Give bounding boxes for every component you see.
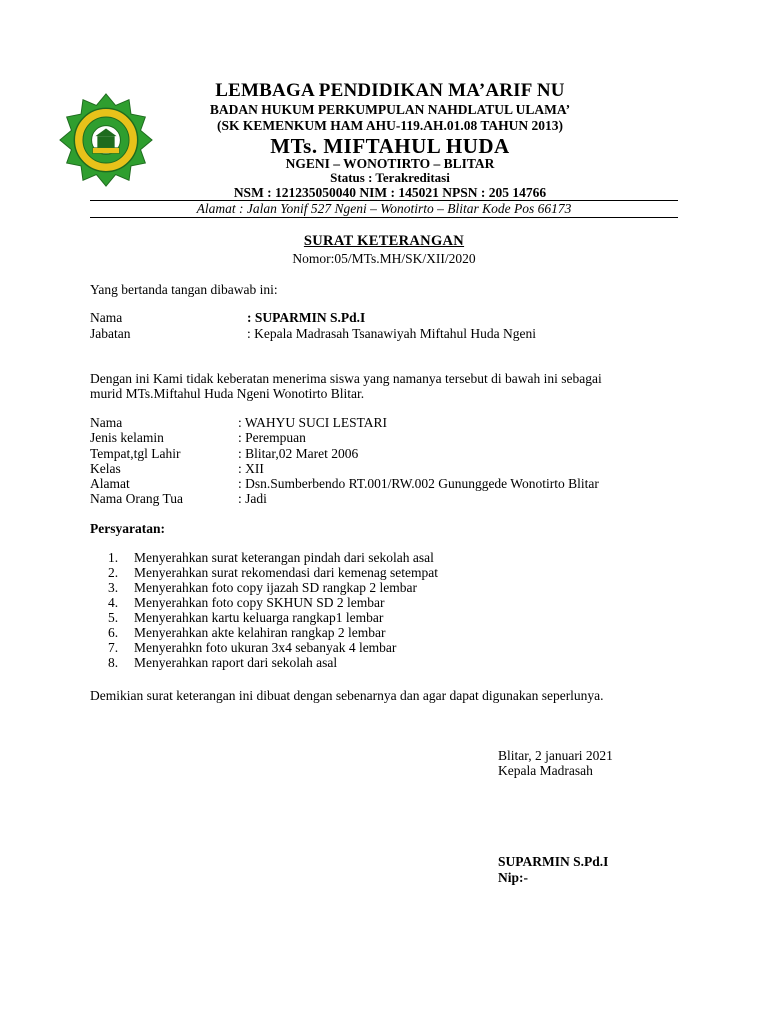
statement-line-1: Dengan ini Kami tidak keberatan menerima siswa yang namanya tersebut di bawah ini sebagai xyxy=(90,371,602,386)
place-date: Blitar, 2 januari 2021 xyxy=(498,748,613,763)
field-label: Tempat,tgl Lahir xyxy=(90,446,181,461)
field-label: Kelas xyxy=(90,461,121,476)
field-value: : Perempuan xyxy=(238,430,306,445)
list-item: 8. Menyerahkan raport dari sekolah asal xyxy=(108,655,338,670)
field-value: : SUPARMIN S.Pd.I xyxy=(247,310,366,325)
field-label: Jenis kelamin xyxy=(90,430,164,445)
list-item: 2. Menyerahkan surat rekomendasi dari kemenag setempat xyxy=(108,565,439,580)
field-value: : Dsn.Sumberbendo RT.001/RW.002 Gununggede Wonotirto Blitar xyxy=(238,476,599,491)
signer-name: SUPARMIN S.Pd.I xyxy=(498,854,609,869)
school-name: MTs. MIFTAHUL HUDA xyxy=(270,134,510,158)
letter-title: SURAT KETERANGAN xyxy=(303,233,465,249)
field-value: : Blitar,02 Maret 2006 xyxy=(238,446,359,461)
institution-name: LEMBAGA PENDIDIKAN MA’ARIF NU xyxy=(215,80,565,101)
field-value: : WAHYU SUCI LESTARI xyxy=(238,415,388,430)
field-label: Nama Orang Tua xyxy=(90,491,183,506)
list-item: 7. Menyerahkn foto ukuran 3x4 sebanyak 4 lembar xyxy=(108,640,397,655)
requirements-list xyxy=(108,550,438,670)
statement-line-2: murid MTs.Miftahul Huda Ngeni Wonotirto Blitar. xyxy=(90,386,365,401)
field-label: Jabatan xyxy=(90,326,131,341)
letter-number: Nomor:05/MTs.MH/SK/XII/2020 xyxy=(292,251,476,266)
field-label: Nama xyxy=(90,415,123,430)
header-rule-bottom xyxy=(90,217,678,218)
decree-number: (SK KEMENKUM HAM AHU-119.AH.01.08 TAHUN 2013) xyxy=(217,118,563,133)
school-ids: NSM : 121235050040 NIM : 145021 NPSN : 205 14766 xyxy=(233,185,547,200)
accreditation-status: Status : Terakreditasi xyxy=(330,170,450,185)
closing-statement: Demikian surat keterangan ini dibuat dengan sebenarnya dan agar dapat digunakan seperlunya. xyxy=(90,688,604,703)
requirements-heading: Persyaratan: xyxy=(90,521,165,536)
list-item: 5. Menyerahkan kartu keluarga rangkap1 lembar xyxy=(108,610,384,625)
field-label: Alamat xyxy=(90,476,130,491)
signer-nip: Nip:- xyxy=(498,870,528,885)
field-label: Nama xyxy=(90,310,123,325)
school-location: NGENI – WONOTIRTO – BLITAR xyxy=(285,156,495,171)
signer-title: Kepala Madrasah xyxy=(498,763,593,778)
list-item: 4. Menyerahkan foto copy SKHUN SD 2 lembar xyxy=(108,595,385,610)
list-item: 6. Menyerahkan akte kelahiran rangkap 2 lembar xyxy=(108,625,386,640)
opening-line: Yang bertanda tangan dibawab ini: xyxy=(90,282,278,297)
field-value: : XII xyxy=(238,461,264,476)
list-item: 1. Menyerahkan surat keterangan pindah dari sekolah asal xyxy=(108,550,434,565)
list-item: 3. Menyerahkan foto copy ijazah SD rangkap 2 lembar xyxy=(108,580,418,595)
field-value: : Kepala Madrasah Tsanawiyah Miftahul Huda Ngeni xyxy=(247,326,536,341)
school-address: Alamat : Jalan Yonif 527 Ngeni – Wonotirto – Blitar Kode Pos 66173 xyxy=(196,201,572,216)
field-value: : Jadi xyxy=(238,491,267,506)
legal-body: BADAN HUKUM PERKUMPULAN NAHDLATUL ULAMA’ xyxy=(209,102,571,117)
